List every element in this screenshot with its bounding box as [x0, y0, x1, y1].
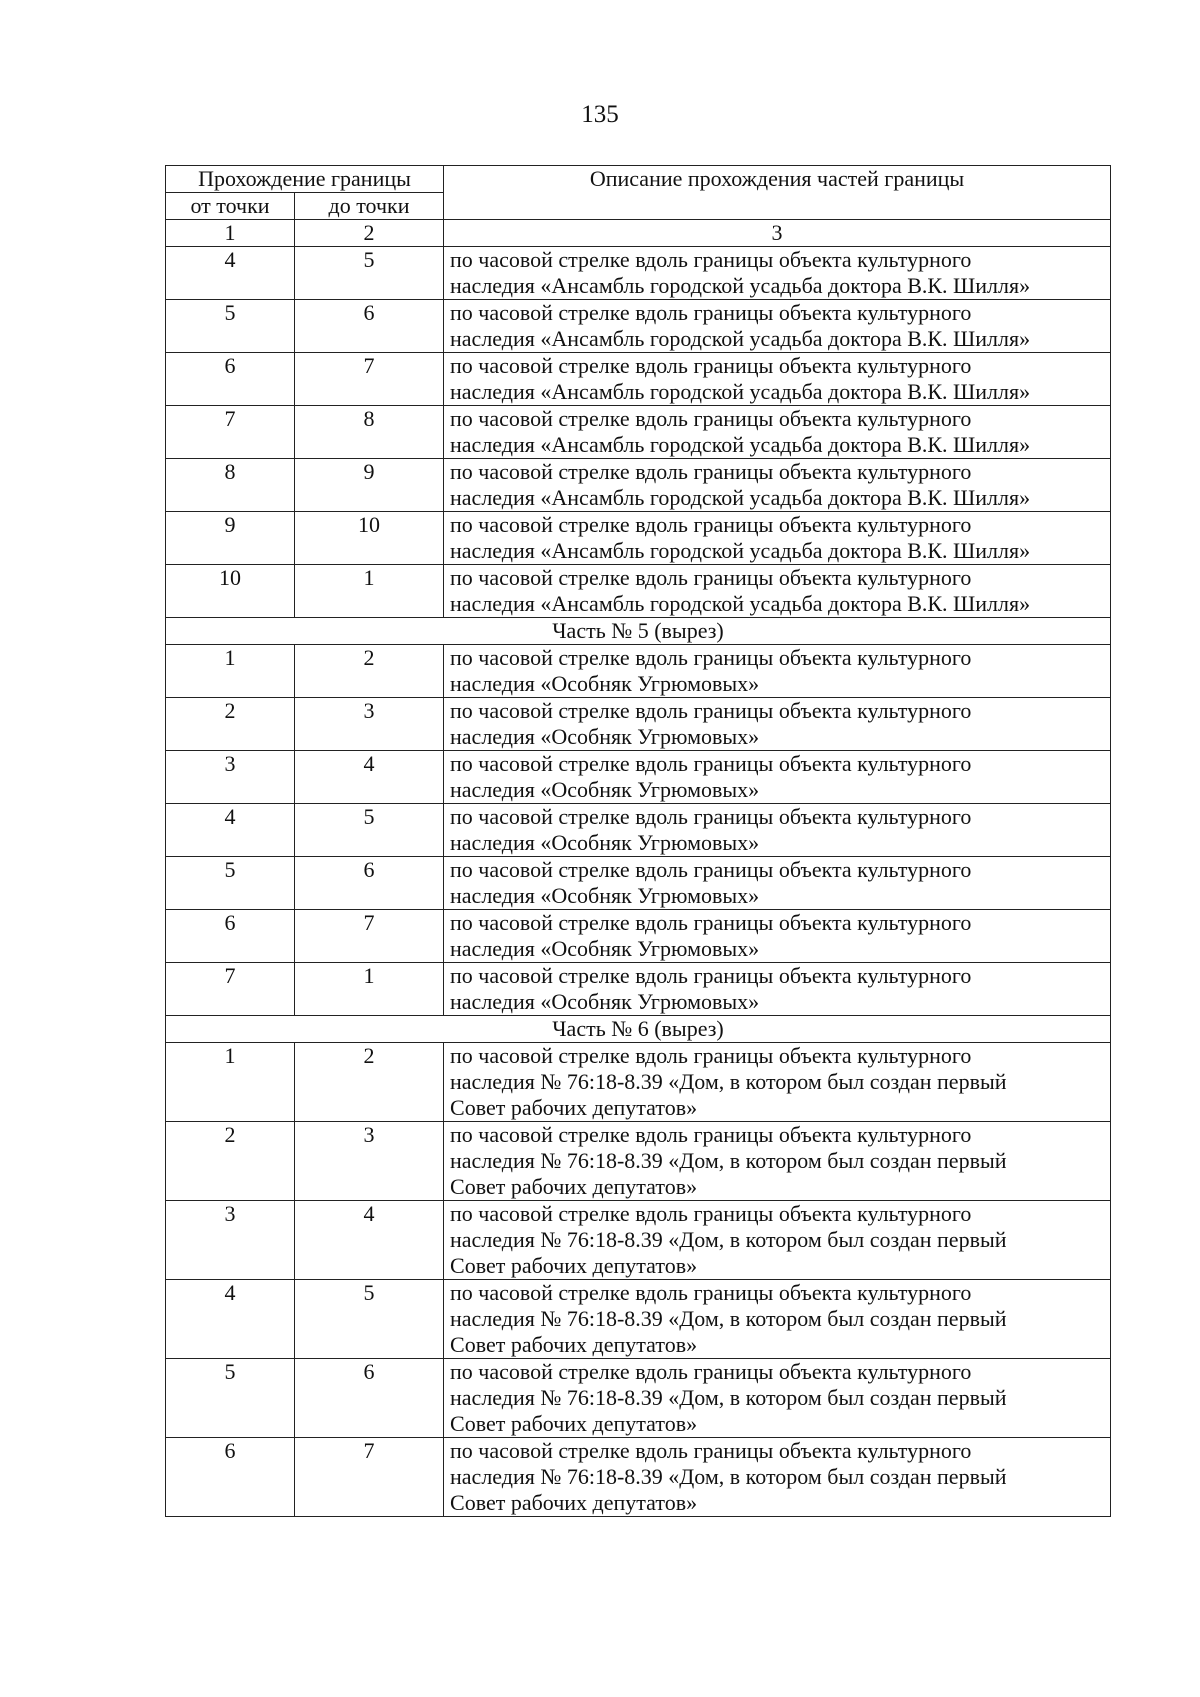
description-cell	[444, 1359, 1111, 1438]
to-point-cell: 5	[295, 1280, 444, 1359]
from-point-cell: 2	[166, 698, 295, 751]
table-row	[166, 1201, 1111, 1280]
description-cell	[444, 565, 1111, 618]
description-line: наследия «Ансамбль городской усадьба доктора В.К. Шилля»	[450, 432, 1031, 457]
description-cell	[444, 1122, 1111, 1201]
description-line: по часовой стрелке вдоль границы объекта культурного	[450, 1280, 972, 1305]
description-cell	[444, 910, 1111, 963]
description-cell	[444, 406, 1111, 459]
from-point-cell: 4	[166, 247, 295, 300]
table-row	[166, 751, 1111, 804]
description-line: по часовой стрелке вдоль границы объекта культурного	[450, 247, 972, 272]
description-line: наследия «Ансамбль городской усадьба доктора В.К. Шилля»	[450, 326, 1031, 351]
to-point-cell: 5	[295, 247, 444, 300]
from-point-cell: 5	[166, 857, 295, 910]
table-row	[166, 247, 1111, 300]
description-line: по часовой стрелке вдоль границы объекта культурного	[450, 1201, 972, 1226]
from-point-cell: 9	[166, 512, 295, 565]
from-point-cell: 3	[166, 751, 295, 804]
description-cell	[444, 1280, 1111, 1359]
from-point-cell: 10	[166, 565, 295, 618]
description-cell	[444, 645, 1111, 698]
to-point-cell: 4	[295, 1201, 444, 1280]
table-row	[166, 565, 1111, 618]
description-line: наследия «Ансамбль городской усадьба доктора В.К. Шилля»	[450, 273, 1031, 298]
table-row	[166, 1438, 1111, 1517]
table-row	[166, 1043, 1111, 1122]
to-point-cell: 10	[295, 512, 444, 565]
description-line: Совет рабочих депутатов»	[450, 1411, 698, 1436]
header-col-2: 2	[295, 220, 444, 247]
table-row	[166, 300, 1111, 353]
to-point-cell: 2	[295, 1043, 444, 1122]
description-line: по часовой стрелке вдоль границы объекта культурного	[450, 751, 972, 776]
description-line: наследия «Особняк Угрюмовых»	[450, 989, 760, 1014]
description-cell	[444, 247, 1111, 300]
from-point-cell: 1	[166, 645, 295, 698]
description-cell	[444, 751, 1111, 804]
to-point-cell: 6	[295, 857, 444, 910]
description-line: по часовой стрелке вдоль границы объекта культурного	[450, 565, 972, 590]
header-col-3: 3	[444, 220, 1111, 247]
description-line: наследия № 76:18-8.39 «Дом, в котором был создан первый	[450, 1227, 1007, 1252]
to-point-cell: 1	[295, 963, 444, 1016]
description-line: по часовой стрелке вдоль границы объекта культурного	[450, 804, 972, 829]
from-point-cell: 1	[166, 1043, 295, 1122]
description-cell	[444, 300, 1111, 353]
description-line: наследия «Ансамбль городской усадьба доктора В.К. Шилля»	[450, 538, 1031, 563]
boundary-table	[165, 165, 1111, 1517]
description-cell	[444, 698, 1111, 751]
description-line: по часовой стрелке вдоль границы объекта культурного	[450, 645, 972, 670]
section-title: Часть № 6 (вырез)	[166, 1016, 1111, 1043]
description-line: наследия «Особняк Угрюмовых»	[450, 777, 760, 802]
header-col-1: 1	[166, 220, 295, 247]
from-point-cell: 4	[166, 804, 295, 857]
description-line: по часовой стрелке вдоль границы объекта культурного	[450, 1359, 972, 1384]
description-line: наследия «Особняк Угрюмовых»	[450, 883, 760, 908]
from-point-cell: 8	[166, 459, 295, 512]
table-row	[166, 353, 1111, 406]
description-line: по часовой стрелке вдоль границы объекта культурного	[450, 857, 972, 882]
header-passage: Прохождение границы	[166, 166, 444, 193]
from-point-cell: 6	[166, 910, 295, 963]
to-point-cell: 7	[295, 353, 444, 406]
description-line: по часовой стрелке вдоль границы объекта культурного	[450, 1438, 972, 1463]
to-point-cell: 3	[295, 1122, 444, 1201]
header-row-numbers	[166, 220, 1111, 247]
header-to-point: до точки	[295, 193, 444, 220]
description-line: по часовой стрелке вдоль границы объекта культурного	[450, 963, 972, 988]
description-line: по часовой стрелке вдоль границы объекта культурного	[450, 910, 972, 935]
to-point-cell: 6	[295, 300, 444, 353]
description-line: Совет рабочих депутатов»	[450, 1332, 698, 1357]
description-line: по часовой стрелке вдоль границы объекта культурного	[450, 406, 972, 431]
description-cell	[444, 857, 1111, 910]
to-point-cell: 5	[295, 804, 444, 857]
description-line: наследия «Ансамбль городской усадьба доктора В.К. Шилля»	[450, 591, 1031, 616]
header-row-1	[166, 166, 1111, 193]
table-row	[166, 698, 1111, 751]
table-row	[166, 963, 1111, 1016]
description-cell	[444, 1438, 1111, 1517]
description-line: наследия № 76:18-8.39 «Дом, в котором был создан первый	[450, 1385, 1007, 1410]
description-line: наследия «Особняк Угрюмовых»	[450, 936, 760, 961]
from-point-cell: 4	[166, 1280, 295, 1359]
table-row	[166, 804, 1111, 857]
section-row	[166, 618, 1111, 645]
table-row	[166, 910, 1111, 963]
table-row	[166, 512, 1111, 565]
description-line: наследия «Особняк Угрюмовых»	[450, 724, 760, 749]
description-line: Совет рабочих депутатов»	[450, 1174, 698, 1199]
description-line: наследия «Ансамбль городской усадьба доктора В.К. Шилля»	[450, 485, 1031, 510]
from-point-cell: 5	[166, 1359, 295, 1438]
to-point-cell: 7	[295, 910, 444, 963]
from-point-cell: 6	[166, 1438, 295, 1517]
description-line: наследия «Особняк Угрюмовых»	[450, 671, 760, 696]
from-point-cell: 5	[166, 300, 295, 353]
to-point-cell: 6	[295, 1359, 444, 1438]
from-point-cell: 6	[166, 353, 295, 406]
header-from-point: от точки	[166, 193, 295, 220]
to-point-cell: 3	[295, 698, 444, 751]
description-line: по часовой стрелке вдоль границы объекта культурного	[450, 353, 972, 378]
table-row	[166, 857, 1111, 910]
description-cell	[444, 1043, 1111, 1122]
to-point-cell: 2	[295, 645, 444, 698]
section-row	[166, 1016, 1111, 1043]
page-number: 135	[581, 101, 619, 128]
table-body	[166, 166, 1111, 1517]
description-line: наследия «Ансамбль городской усадьба доктора В.К. Шилля»	[450, 379, 1031, 404]
from-point-cell: 7	[166, 406, 295, 459]
table-row	[166, 459, 1111, 512]
description-line: наследия № 76:18-8.39 «Дом, в котором был создан первый	[450, 1148, 1007, 1173]
section-title: Часть № 5 (вырез)	[166, 618, 1111, 645]
description-cell	[444, 459, 1111, 512]
table-row	[166, 1122, 1111, 1201]
to-point-cell: 8	[295, 406, 444, 459]
table-row	[166, 406, 1111, 459]
description-line: Совет рабочих депутатов»	[450, 1490, 698, 1515]
description-line: по часовой стрелке вдоль границы объекта культурного	[450, 300, 972, 325]
description-line: по часовой стрелке вдоль границы объекта культурного	[450, 512, 972, 537]
to-point-cell: 9	[295, 459, 444, 512]
description-line: наследия «Особняк Угрюмовых»	[450, 830, 760, 855]
description-line: наследия № 76:18-8.39 «Дом, в котором был создан первый	[450, 1464, 1007, 1489]
from-point-cell: 7	[166, 963, 295, 1016]
table-row	[166, 1280, 1111, 1359]
description-line: наследия № 76:18-8.39 «Дом, в котором был создан первый	[450, 1306, 1007, 1331]
description-line: по часовой стрелке вдоль границы объекта культурного	[450, 1122, 972, 1147]
header-description: Описание прохождения частей границы	[444, 166, 1111, 220]
from-point-cell: 2	[166, 1122, 295, 1201]
table-row	[166, 645, 1111, 698]
description-line: по часовой стрелке вдоль границы объекта культурного	[450, 459, 972, 484]
description-line: по часовой стрелке вдоль границы объекта культурного	[450, 698, 972, 723]
description-line: Совет рабочих депутатов»	[450, 1253, 698, 1278]
description-cell	[444, 1201, 1111, 1280]
to-point-cell: 1	[295, 565, 444, 618]
to-point-cell: 7	[295, 1438, 444, 1517]
description-cell	[444, 353, 1111, 406]
description-cell	[444, 512, 1111, 565]
description-cell	[444, 963, 1111, 1016]
table-row	[166, 1359, 1111, 1438]
to-point-cell: 4	[295, 751, 444, 804]
description-line: наследия № 76:18-8.39 «Дом, в котором был создан первый	[450, 1069, 1007, 1094]
description-cell	[444, 804, 1111, 857]
from-point-cell: 3	[166, 1201, 295, 1280]
description-line: Совет рабочих депутатов»	[450, 1095, 698, 1120]
description-line: по часовой стрелке вдоль границы объекта культурного	[450, 1043, 972, 1068]
